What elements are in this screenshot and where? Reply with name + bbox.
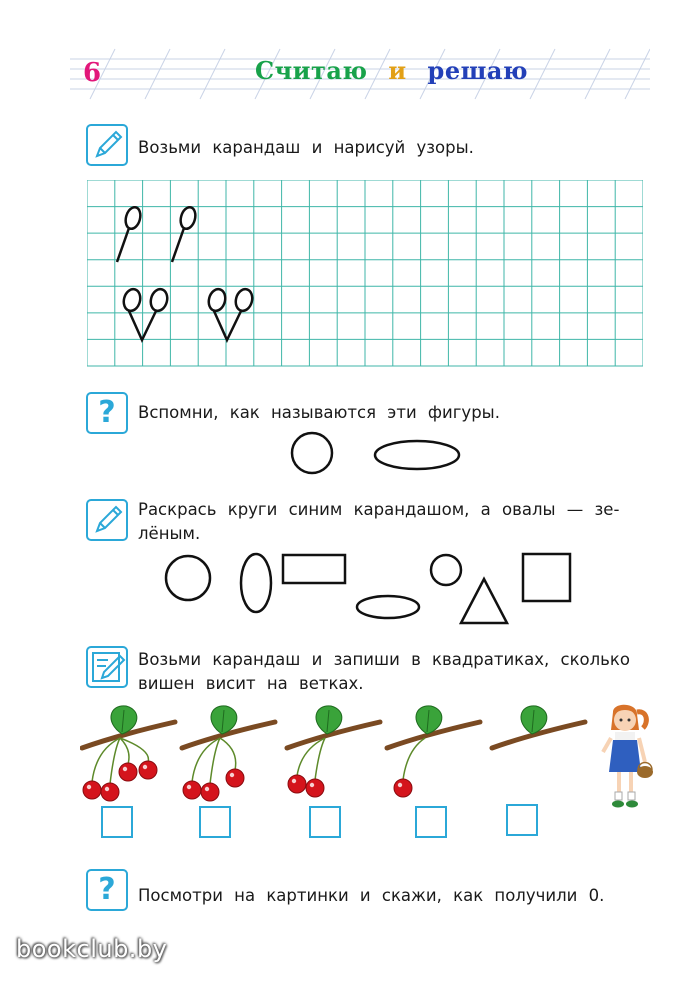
cherry-icon — [119, 763, 137, 781]
cherry-icon — [183, 781, 201, 799]
cherry-branch-1 — [82, 706, 175, 801]
cherry-highlight — [143, 765, 147, 769]
question-icon: ? — [86, 869, 128, 911]
title-word-1 — [255, 56, 376, 85]
cherry-stem — [315, 738, 325, 780]
girl-illustration — [595, 700, 655, 815]
cherry-branch-4 — [387, 706, 480, 797]
rectangle-shape — [283, 555, 345, 583]
cherry-branches — [80, 700, 590, 810]
shapes-to-color — [150, 545, 590, 635]
oval-shape — [241, 554, 271, 612]
oval-shape — [375, 441, 459, 469]
answer-box-4[interactable] — [415, 806, 447, 838]
cherry-icon — [201, 783, 219, 801]
oval-shape — [357, 596, 419, 618]
answer-box-5[interactable] — [506, 804, 538, 836]
shapes-circle-oval — [280, 425, 480, 480]
task-4-text — [138, 648, 630, 696]
task-1-text: Возьми карандаш и нарисуй узоры. — [138, 138, 474, 157]
cherry-stem — [120, 738, 148, 762]
cherry-icon — [226, 769, 244, 787]
cherry-icon — [83, 781, 101, 799]
circle-shape — [166, 556, 210, 600]
cherry-highlight — [87, 785, 91, 789]
page-number: 6 — [83, 58, 102, 88]
cherry-branch-5 — [492, 706, 585, 748]
answer-box-2[interactable] — [199, 806, 231, 838]
pencil-icon — [86, 124, 128, 166]
task-2-text: Вспомни, как называются эти фигуры. — [138, 403, 500, 422]
cherry-highlight — [292, 779, 296, 783]
cherry-icon — [394, 779, 412, 797]
cherry-highlight — [398, 783, 402, 787]
answer-box-1[interactable] — [101, 806, 133, 838]
cherry-highlight — [105, 787, 109, 791]
page-title — [255, 56, 528, 85]
cherry-branch-3 — [287, 706, 380, 797]
pencil-icon — [86, 499, 128, 541]
task-5-text: Посмотри на картинки и скажи, как получили 0. — [138, 886, 605, 905]
triangle-shape — [461, 579, 507, 623]
cherry-highlight — [205, 787, 209, 791]
title-word-3: решаю — [427, 56, 529, 85]
cherry-icon — [139, 761, 157, 779]
cherry-highlight — [123, 767, 127, 771]
cherry-highlight — [230, 773, 234, 777]
task-3-line-1: Раскрась круги синим карандашом, а овалы — зе- — [138, 500, 620, 519]
cherry-stem — [403, 738, 425, 780]
cherry-stem — [210, 738, 220, 784]
cherry-icon — [306, 779, 324, 797]
task-4-line-2: вишен висит на ветках. — [138, 674, 364, 693]
task-3-line-2: лёным. — [138, 524, 201, 543]
cherry-icon — [288, 775, 306, 793]
circle-shape — [431, 555, 461, 585]
pattern-drawing — [117, 206, 255, 340]
cherry-highlight — [310, 783, 314, 787]
cherry-branch-2 — [182, 706, 275, 801]
title-word-1-text: Считаю — [255, 56, 368, 85]
notebook-pencil-icon — [86, 646, 128, 688]
watermark: bookclub.by — [16, 935, 168, 963]
drawing-grid — [87, 180, 643, 370]
cherry-stem — [110, 738, 120, 784]
cherry-icon — [101, 783, 119, 801]
task-4-line-1: Возьми карандаш и запиши в квадратиках, сколько — [138, 650, 630, 669]
circle-shape — [292, 433, 332, 473]
question-icon: ? — [86, 392, 128, 434]
cherry-stem — [220, 738, 236, 770]
title-word-2: и — [388, 56, 407, 85]
square-shape — [523, 554, 570, 601]
answer-box-3[interactable] — [309, 806, 341, 838]
cherry-highlight — [187, 785, 191, 789]
task-3-text — [138, 498, 619, 546]
